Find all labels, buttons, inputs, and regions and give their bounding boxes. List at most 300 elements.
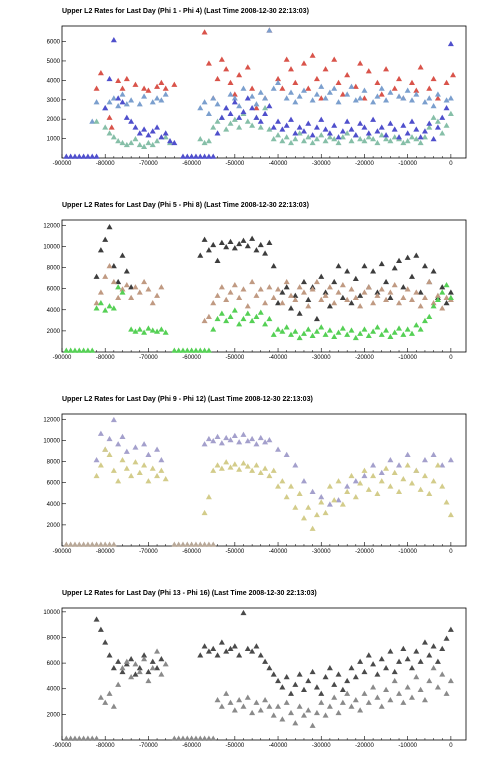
data-point-series-1 [284,494,290,499]
data-point-series-0 [422,457,428,462]
data-point-series-1 [154,648,160,653]
x-tick-label: -60000 [182,161,201,167]
data-point-series-1 [422,697,428,702]
data-point-series-3 [107,76,113,81]
data-point-series-0 [219,240,225,245]
x-tick-label: 0 [449,161,453,167]
data-point-series-1 [275,286,281,291]
data-point-series-1 [253,700,259,705]
data-point-series-2 [266,316,272,321]
data-point-series-1 [318,499,324,504]
data-point-series-1 [435,91,441,96]
data-point-series-3 [336,134,342,139]
data-point-series-1 [348,84,354,89]
data-point-series-0 [223,66,229,71]
data-point-series-0 [107,436,113,441]
data-point-series-1 [418,487,424,492]
data-point-series-3 [366,130,372,135]
data-point-series-0 [132,444,138,449]
data-point-series-1 [431,665,437,670]
data-point-series-0 [374,671,380,676]
data-point-series-3 [431,136,437,141]
data-point-series-1 [150,665,156,670]
data-point-series-1 [327,703,333,708]
data-point-series-2 [383,327,389,332]
data-point-series-0 [262,250,268,255]
data-point-series-1 [361,289,367,294]
data-point-series-1 [288,710,294,715]
data-point-series-0 [232,643,238,648]
data-point-series-1 [314,91,320,96]
data-point-series-1 [275,483,281,488]
data-point-series-3 [435,124,441,129]
data-point-series-1 [158,671,164,676]
y-tick-label: 6000 [46,661,60,668]
data-point-series-0 [310,489,316,494]
x-tick-label: -70000 [139,743,158,749]
data-point-series-1 [409,97,415,102]
data-point-series-2 [396,325,402,330]
data-point-series-3 [253,115,259,120]
data-point-series-1 [405,462,411,467]
data-point-series-1 [327,284,333,289]
data-point-series-1 [379,86,385,91]
data-point-series-0 [240,610,246,615]
data-point-series-1 [439,305,445,310]
data-point-series-1 [396,691,402,696]
data-point-series-3 [284,122,290,127]
data-point-series-1 [392,282,398,287]
y-tick-label: 2000 [46,522,60,529]
data-point-series-0 [102,237,108,242]
data-point-series-1 [145,478,151,483]
data-point-series-0 [288,305,294,310]
data-point-series-3 [439,115,445,120]
data-point-series-3 [323,126,329,131]
data-point-series-0 [163,86,169,91]
data-point-series-1 [236,295,242,300]
data-point-series-3 [357,121,363,126]
data-point-series-1 [374,491,380,496]
data-point-series-0 [197,652,203,657]
data-point-series-3 [219,115,225,120]
y-tick-label: 6000 [46,480,60,487]
data-point-series-1 [396,93,402,98]
data-point-series-1 [323,510,329,515]
data-point-series-2 [158,326,164,331]
data-point-series-0 [450,72,456,77]
data-point-series-0 [379,261,385,266]
data-point-series-1 [288,293,294,298]
data-point-series-1 [141,279,147,284]
data-point-series-1 [288,483,294,488]
data-point-series-1 [279,478,285,483]
x-tick-label: -10000 [398,549,418,555]
data-point-series-1 [348,286,354,291]
data-point-series-1 [353,697,359,702]
data-point-series-1 [331,300,337,305]
data-point-series-1 [240,86,246,91]
data-point-series-1 [379,478,385,483]
data-point-series-0 [357,659,363,664]
data-point-series-1 [102,446,108,451]
data-point-series-0 [413,648,419,653]
data-point-series-0 [210,242,216,247]
data-point-series-3 [305,121,311,126]
data-point-series-3 [141,126,147,131]
data-point-series-1 [448,678,454,683]
data-point-series-0 [258,652,264,657]
data-point-series-2 [228,314,234,319]
data-point-series-1 [409,694,415,699]
data-point-series-1 [431,103,437,108]
data-point-series-2 [292,136,298,141]
data-point-series-0 [284,674,290,679]
data-point-series-1 [383,97,389,102]
data-point-series-1 [284,95,290,100]
data-point-series-1 [111,279,117,284]
data-point-series-3 [297,124,303,129]
data-point-series-0 [228,239,234,244]
data-point-series-0 [370,462,376,467]
data-point-series-0 [426,652,432,657]
x-tick-label: -80000 [95,355,115,361]
data-point-series-0 [253,441,259,446]
data-point-series-0 [124,449,130,454]
data-point-series-1 [353,494,359,499]
data-point-series-0 [379,656,385,661]
data-point-series-1 [448,95,454,100]
data-point-series-0 [102,639,108,644]
data-point-series-0 [340,295,346,300]
data-point-series-1 [418,687,424,692]
data-point-series-0 [444,80,450,85]
data-point-series-0 [422,639,428,644]
data-point-series-1 [366,700,372,705]
x-tick-label: -20000 [355,355,374,361]
data-point-series-3 [426,121,432,126]
data-point-series-3 [292,130,298,135]
y-tick-label: 10000 [43,609,60,616]
y-tick-label: 2000 [46,117,60,124]
data-point-series-1 [228,289,234,294]
data-point-series-3 [271,124,277,129]
data-point-series-1 [323,712,329,717]
data-point-series-3 [444,105,450,110]
data-point-series-0 [249,86,255,91]
x-tick-label: -10000 [398,743,418,749]
data-point-series-1 [370,473,376,478]
data-point-series-1 [409,297,415,302]
data-point-series-1 [119,457,125,462]
data-point-series-1 [163,91,169,96]
data-point-series-2 [305,326,311,331]
data-point-series-1 [137,470,143,475]
data-point-series-1 [297,93,303,98]
data-point-series-0 [109,124,115,129]
data-point-series-1 [115,295,121,300]
data-point-series-1 [387,289,393,294]
data-point-series-0 [448,627,454,632]
data-point-series-1 [262,697,268,702]
data-point-series-0 [119,434,125,439]
chart-title: Upper L2 Rates for Last Day (Phi 13 - Phi 16) (Last Time 2008-12-30 22:13:03) [62,590,317,597]
data-point-series-0 [240,432,246,437]
data-point-series-0 [206,436,212,441]
data-point-series-2 [215,316,221,321]
data-point-series-0 [396,462,402,467]
data-point-series-0 [253,247,259,252]
data-point-series-0 [426,86,432,91]
data-point-series-1 [223,297,229,302]
data-point-series-0 [409,80,415,85]
data-point-series-2 [348,327,354,332]
data-point-series-0 [232,433,238,438]
data-point-series-2 [284,324,290,329]
data-point-series-1 [210,468,216,473]
data-point-series-0 [370,268,376,273]
data-point-series-2 [400,332,406,337]
data-point-series-1 [426,279,432,284]
data-point-series-1 [297,703,303,708]
data-point-series-0 [344,268,350,273]
data-point-series-0 [206,60,212,65]
chart-title: Upper L2 Rates for Last Day (Phi 5 - Phi 8) (Last Time 2008-12-30 22:13:03) [62,202,309,209]
x-tick-label: -40000 [268,549,288,555]
data-point-series-1 [232,707,238,712]
data-point-series-1 [94,99,100,104]
data-point-series-1 [266,27,272,32]
data-point-series-1 [310,723,316,728]
data-point-series-3 [331,122,337,127]
data-point-series-2 [431,115,437,120]
data-point-series-0 [331,56,337,61]
data-point-series-0 [331,279,337,284]
data-point-series-3 [392,126,398,131]
data-point-series-0 [158,457,164,462]
data-point-series-3 [111,37,117,42]
data-point-series-0 [275,678,281,683]
data-point-series-1 [318,84,324,89]
x-tick-label: -30000 [311,161,331,167]
data-point-series-1 [124,465,130,470]
data-point-series-0 [435,659,441,664]
data-point-series-0 [431,452,437,457]
data-point-series-0 [405,255,411,260]
data-point-series-2 [236,321,242,326]
data-point-series-2 [206,348,212,353]
data-point-series-1 [228,700,234,705]
data-point-series-1 [111,703,117,708]
data-point-series-1 [305,707,311,712]
data-point-series-0 [439,646,445,651]
scatter-plot [0,202,496,372]
data-point-series-2 [405,326,411,331]
data-point-series-2 [284,134,290,139]
data-point-series-1 [258,286,264,291]
data-point-series-2 [206,138,212,143]
data-point-series-0 [387,295,393,300]
data-point-series-2 [240,316,246,321]
data-point-series-0 [392,86,398,91]
y-tick-label: 4000 [46,307,60,314]
data-point-series-1 [418,303,424,308]
data-point-series-1 [310,526,316,531]
data-point-series-2 [327,327,333,332]
x-tick-label: -30000 [311,355,331,361]
data-point-series-3 [314,124,320,129]
data-point-series-1 [336,289,342,294]
data-point-series-3 [240,109,246,114]
data-point-series-1 [154,293,160,298]
data-point-series-1 [223,459,229,464]
x-tick-label: -20000 [355,743,374,749]
data-point-series-0 [400,284,406,289]
data-point-series-3 [124,115,130,120]
data-point-series-1 [361,468,367,473]
data-point-series-0 [383,66,389,71]
x-tick-label: -20000 [355,161,374,167]
data-point-series-1 [115,478,121,483]
x-tick-label: -50000 [225,743,245,749]
y-tick-label: 8000 [46,459,60,466]
data-point-series-1 [249,279,255,284]
scatter-plot [0,590,496,760]
data-point-series-0 [431,643,437,648]
data-point-series-1 [292,505,298,510]
data-point-series-0 [336,671,342,676]
data-point-series-2 [448,295,454,300]
data-point-series-0 [132,82,138,87]
data-point-series-1 [150,300,156,305]
data-point-series-1 [331,86,337,91]
data-point-series-3 [379,124,385,129]
data-point-series-0 [245,64,251,69]
x-tick-label: -90000 [52,743,72,749]
data-point-series-1 [387,697,393,702]
y-tick-label: 4000 [46,78,60,85]
data-point-series-1 [357,95,363,100]
x-tick-label: -70000 [139,355,158,361]
data-point-series-2 [448,111,454,116]
data-point-series-1 [392,678,398,683]
chart-title: Upper L2 Rates for Last Day (Phi 9 - Phi 12) (Last Time 2008-12-30 22:13:03) [62,396,313,403]
data-point-series-0 [387,648,393,653]
data-point-series-0 [215,76,221,81]
data-point-series-1 [228,91,234,96]
data-point-series-0 [344,678,350,683]
data-point-series-1 [314,710,320,715]
data-point-series-0 [94,86,100,91]
data-point-series-2 [210,542,216,547]
x-tick-label: -80000 [95,549,115,555]
data-point-series-0 [107,652,113,657]
data-point-series-1 [249,93,255,98]
data-point-series-2 [137,142,143,147]
data-point-series-0 [236,439,242,444]
data-point-series-1 [253,462,259,467]
x-tick-label: -30000 [311,743,331,749]
data-point-series-3 [409,119,415,124]
data-point-series-1 [301,712,307,717]
data-point-series-0 [124,76,130,81]
data-point-series-1 [409,480,415,485]
data-point-series-0 [262,659,268,664]
data-point-series-1 [124,282,130,287]
data-point-series-1 [435,462,441,467]
data-point-series-1 [202,510,208,515]
y-tick-label: 12000 [43,223,60,230]
data-point-series-0 [400,646,406,651]
data-point-series-0 [279,684,285,689]
data-point-series-1 [444,691,450,696]
data-point-series-1 [435,684,441,689]
data-point-series-0 [128,656,134,661]
data-point-series-1 [240,460,246,465]
data-point-series-2 [210,124,216,129]
data-point-series-2 [107,303,113,308]
data-point-series-0 [94,616,100,621]
x-tick-label: -70000 [139,161,158,167]
data-point-series-1 [288,89,294,94]
y-tick-label: 3000 [46,97,60,104]
data-point-series-0 [314,76,320,81]
data-point-series-0 [374,80,380,85]
y-tick-label: 5000 [46,58,60,65]
data-point-series-2 [292,328,298,333]
data-point-series-3 [310,132,316,137]
data-point-series-0 [396,659,402,664]
chart-panel-phi-9-12 [0,396,496,566]
data-point-series-1 [336,478,342,483]
x-tick-label: -80000 [95,743,115,749]
data-point-series-1 [379,703,385,708]
data-point-series-1 [336,710,342,715]
data-point-series-2 [223,126,229,131]
data-point-series-1 [141,462,147,467]
data-point-series-3 [210,154,216,159]
data-point-series-1 [297,284,303,289]
data-point-series-3 [223,105,229,110]
data-point-series-1 [318,700,324,705]
data-point-series-0 [210,646,216,651]
data-point-series-2 [413,322,419,327]
data-point-series-1 [132,459,138,464]
x-tick-label: -60000 [182,549,201,555]
x-tick-label: -40000 [268,355,288,361]
data-point-series-2 [444,282,450,287]
x-tick-label: -30000 [311,549,331,555]
data-point-series-1 [405,684,411,689]
data-point-series-1 [258,89,264,94]
data-point-series-0 [361,669,367,674]
data-point-series-1 [98,462,104,467]
data-point-series-0 [266,665,272,670]
y-tick-label: 4000 [46,686,60,693]
x-tick-label: -80000 [95,161,115,167]
data-point-series-0 [279,86,285,91]
data-point-series-1 [305,303,311,308]
data-point-series-0 [124,268,130,273]
data-point-series-0 [275,446,281,451]
data-point-series-0 [236,72,242,77]
data-point-series-0 [258,242,264,247]
data-point-series-0 [266,240,272,245]
data-point-series-1 [206,111,212,116]
data-point-series-1 [210,95,216,100]
data-point-series-2 [145,325,151,330]
data-point-series-1 [215,101,221,106]
